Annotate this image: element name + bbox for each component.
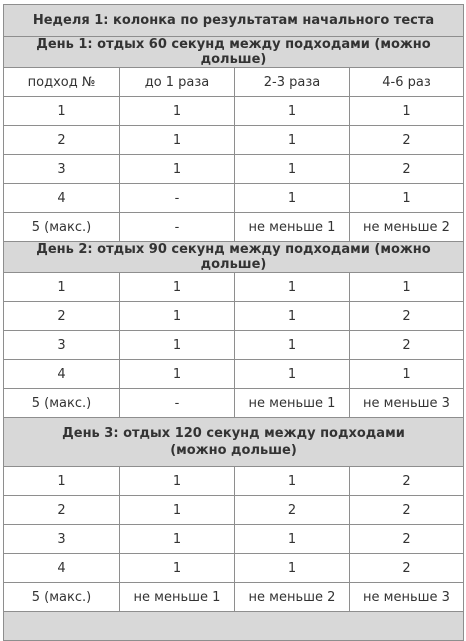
table-cell: 1 — [235, 525, 350, 554]
table-footer — [4, 612, 464, 641]
table-cell: 2 — [350, 496, 464, 525]
table-cell: 1 — [120, 302, 235, 331]
table-cell: не меньше 3 — [350, 389, 464, 418]
table-title-row — [4, 5, 464, 37]
table-row — [4, 389, 464, 418]
table-cell: 1 — [120, 97, 235, 126]
table-cell: 1 — [350, 184, 464, 213]
table-title: Неделя 1: колонка по результатам начального теста — [4, 5, 464, 37]
table-cell: 1 — [120, 496, 235, 525]
table-cell: 2 — [235, 496, 350, 525]
table-cell: 1 — [235, 467, 350, 496]
table-row — [4, 213, 464, 242]
table-cell: 2 — [350, 525, 464, 554]
table-cell: 5 (макс.) — [4, 213, 120, 242]
table-row — [4, 331, 464, 360]
table-cell: 1 — [120, 273, 235, 302]
table-cell: не меньше 1 — [120, 583, 235, 612]
day-3-title-line-1: День 3: отдых 120 секунд между подходами — [62, 426, 405, 441]
table-cell: 3 — [4, 331, 120, 360]
table-row — [4, 360, 464, 389]
table-cell: не меньше 1 — [235, 389, 350, 418]
table-cell: 2 — [4, 126, 120, 155]
table-row — [4, 155, 464, 184]
table-row — [4, 496, 464, 525]
table-cell: 4 — [4, 554, 120, 583]
table-cell: 5 (макс.) — [4, 583, 120, 612]
table-cell: 1 — [235, 554, 350, 583]
table-cell: 2 — [350, 554, 464, 583]
table-cell: 1 — [120, 554, 235, 583]
table-cell: 1 — [120, 126, 235, 155]
table-cell: не меньше 2 — [235, 583, 350, 612]
table-cell: - — [120, 184, 235, 213]
table-cell: 5 (макс.) — [4, 389, 120, 418]
table-row — [4, 302, 464, 331]
table-cell: 4 — [4, 184, 120, 213]
column-header-set: подход № — [4, 68, 120, 97]
table-cell: 1 — [120, 155, 235, 184]
table-cell: - — [120, 213, 235, 242]
table-cell: 1 — [235, 155, 350, 184]
day-1-header-row — [4, 37, 464, 68]
table-cell: 1 — [235, 126, 350, 155]
table-cell: 4 — [4, 360, 120, 389]
table-cell: 1 — [120, 331, 235, 360]
table-row — [4, 97, 464, 126]
day-1-title: День 1: отдых 60 секунд между подходами (можно дольше) — [4, 37, 464, 68]
table-row — [4, 273, 464, 302]
table-cell: 1 — [4, 97, 120, 126]
table-cell: 1 — [120, 360, 235, 389]
column-header-row — [4, 68, 464, 97]
workout-table-container — [3, 4, 463, 641]
table-cell: 2 — [350, 126, 464, 155]
day-2-header-row — [4, 242, 464, 273]
table-cell: 2 — [4, 496, 120, 525]
table-cell: не меньше 2 — [350, 213, 464, 242]
table-row — [4, 467, 464, 496]
table-cell: 2 — [350, 302, 464, 331]
table-cell: 1 — [4, 467, 120, 496]
day-3-title-line-2: (можно дольше) — [170, 443, 297, 458]
table-cell: 3 — [4, 525, 120, 554]
table-cell: 1 — [350, 273, 464, 302]
table-cell: 2 — [4, 302, 120, 331]
table-cell: 1 — [235, 97, 350, 126]
table-cell: 1 — [350, 360, 464, 389]
table-cell: 1 — [120, 467, 235, 496]
table-cell: 1 — [235, 184, 350, 213]
table-cell: 1 — [235, 360, 350, 389]
table-footer-row — [4, 612, 464, 641]
day-2-title: День 2: отдых 90 секунд между подходами (можно дольше) — [4, 242, 464, 273]
table-row — [4, 126, 464, 155]
table-cell: 1 — [235, 273, 350, 302]
table-cell: 1 — [350, 97, 464, 126]
day-3-header-row — [4, 418, 464, 467]
table-cell: не меньше 1 — [235, 213, 350, 242]
table-cell: - — [120, 389, 235, 418]
table-row — [4, 554, 464, 583]
table-cell: 2 — [350, 331, 464, 360]
table-cell: 1 — [235, 331, 350, 360]
table-cell: 1 — [120, 525, 235, 554]
column-header-4-6: 4-6 раз — [350, 68, 464, 97]
table-cell: не меньше 3 — [350, 583, 464, 612]
table-cell: 1 — [235, 302, 350, 331]
table-cell: 2 — [350, 467, 464, 496]
table-row — [4, 525, 464, 554]
table-cell: 3 — [4, 155, 120, 184]
table-cell: 2 — [350, 155, 464, 184]
workout-table — [3, 4, 464, 641]
table-row — [4, 184, 464, 213]
day-3-title — [4, 418, 464, 467]
table-cell: 1 — [4, 273, 120, 302]
column-header-up-to-1: до 1 раза — [120, 68, 235, 97]
column-header-2-3: 2-3 раза — [235, 68, 350, 97]
table-row — [4, 583, 464, 612]
